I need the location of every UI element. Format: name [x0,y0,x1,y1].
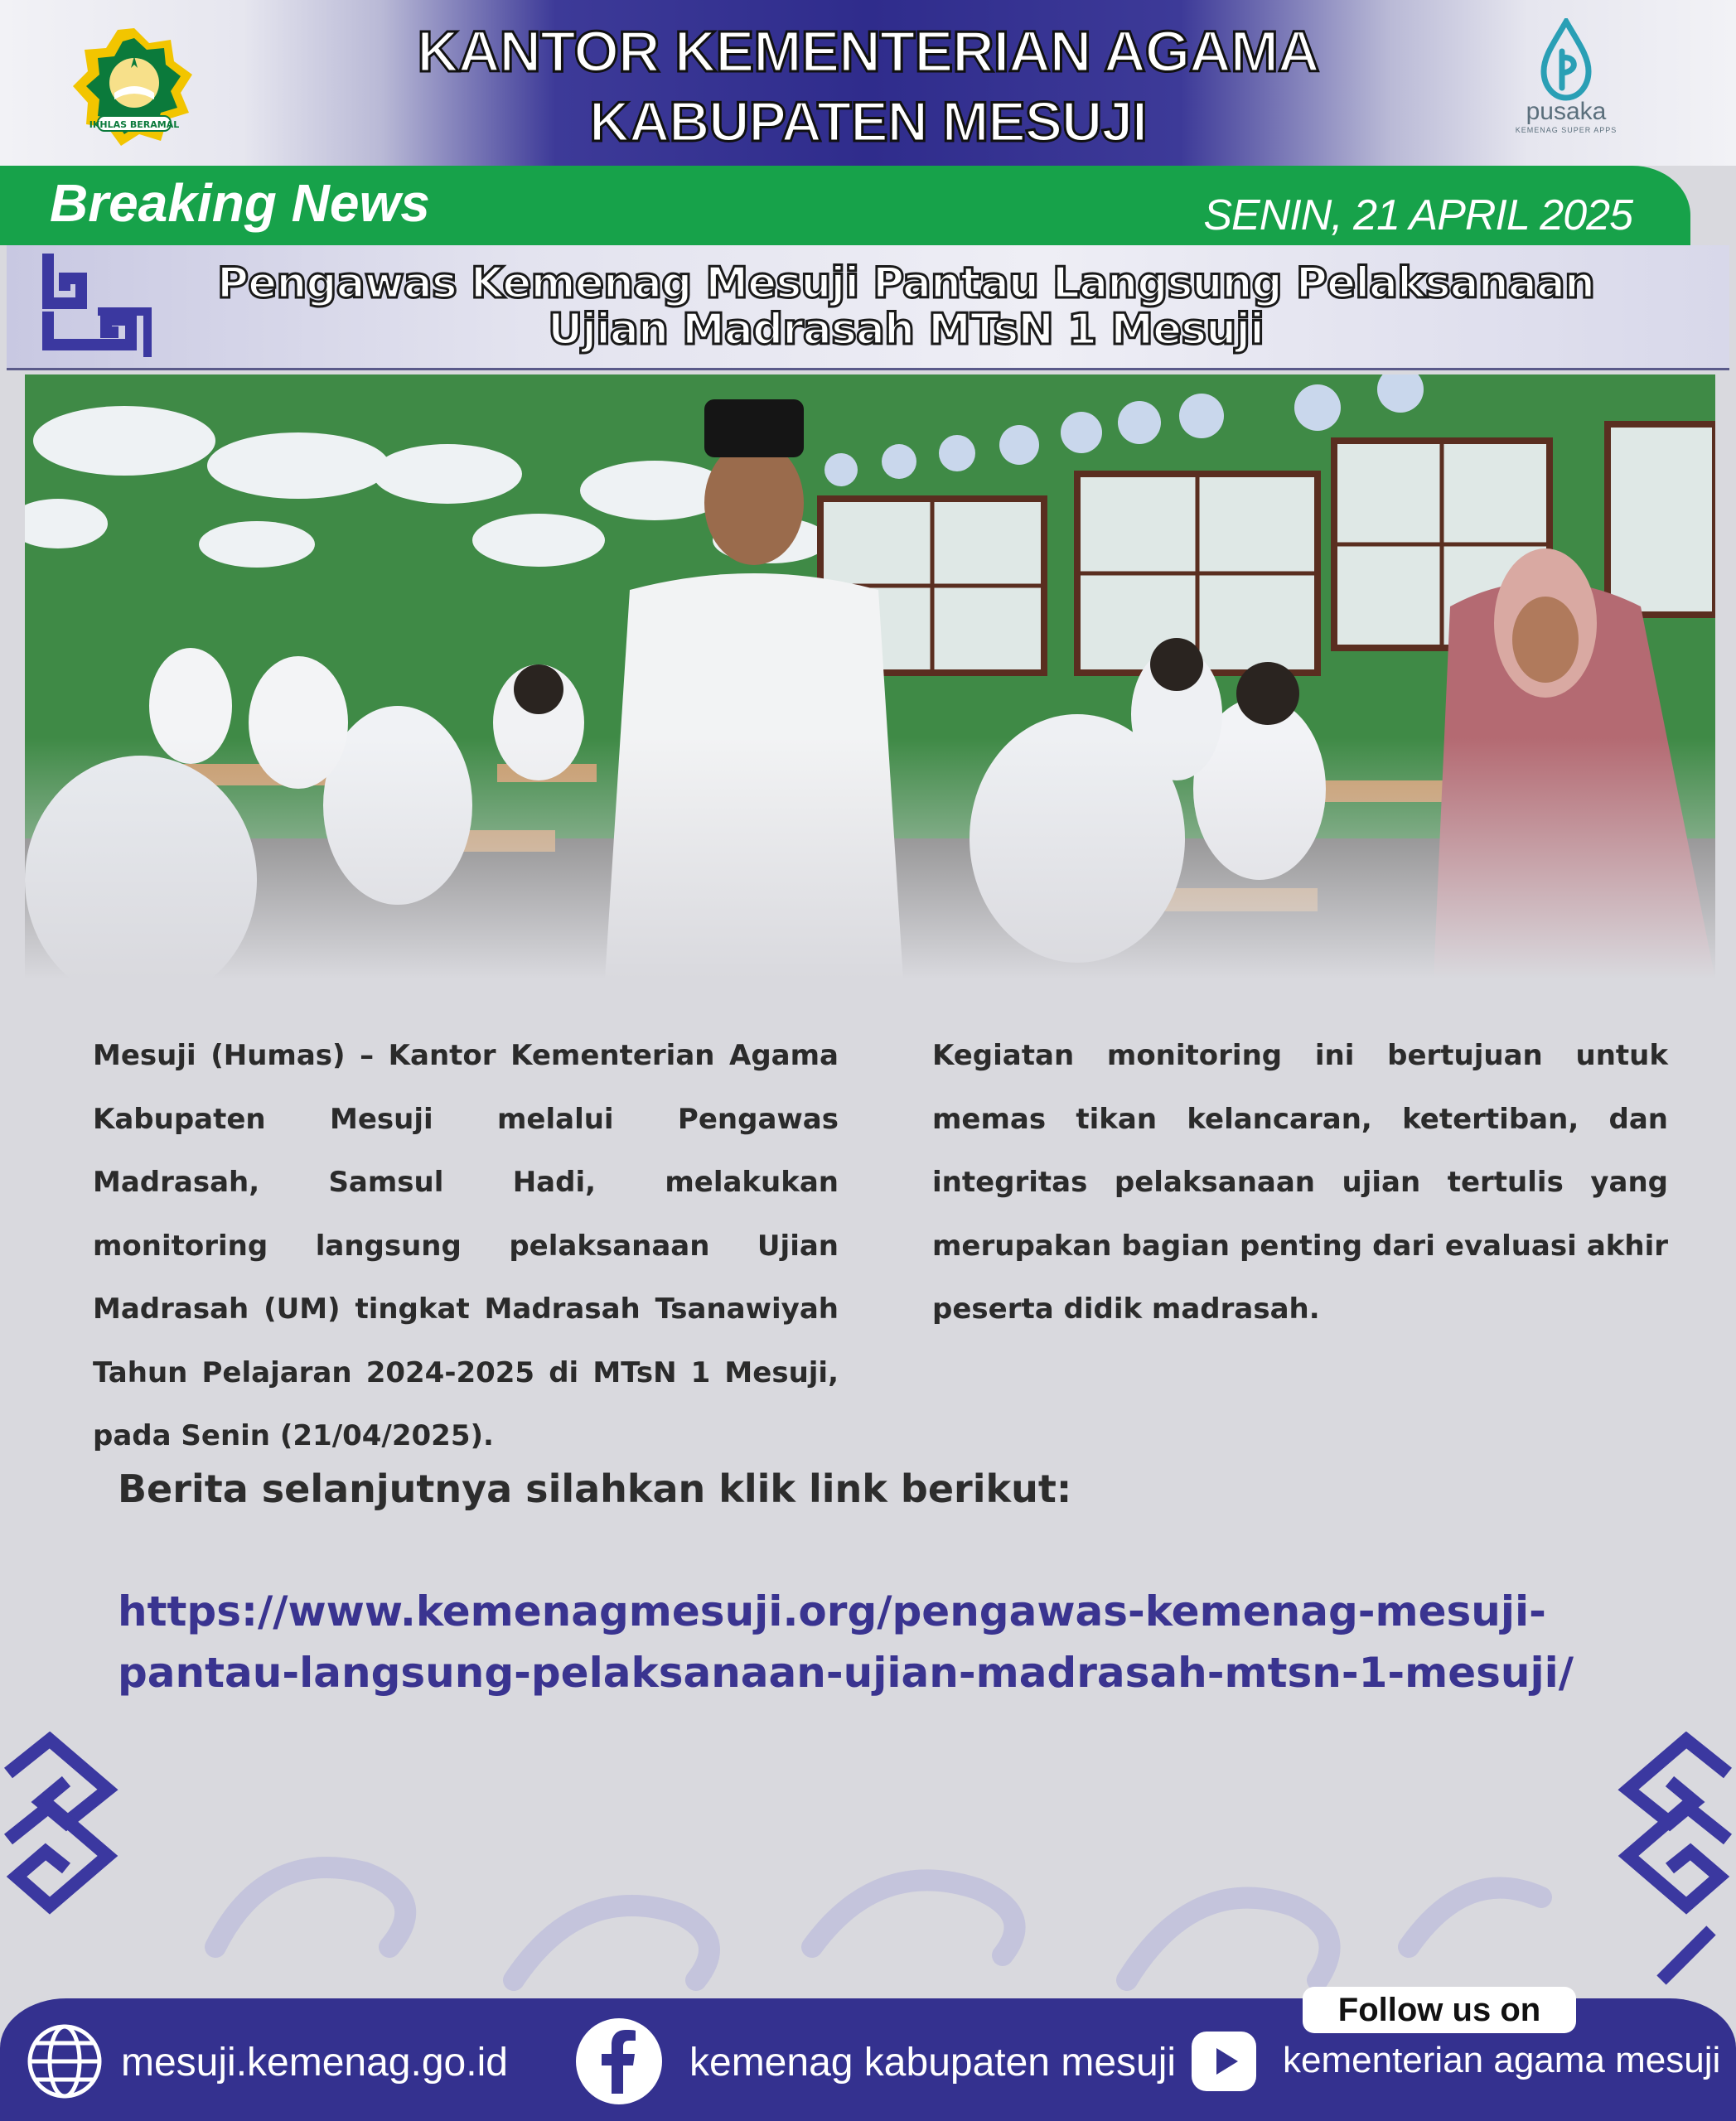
article-link-line1[interactable]: https://www.kemenagmesuji.org/pengawas-kemenag-mesuji- [118,1587,1546,1635]
headline-line2: Ujian Madrasah MTsN 1 Mesuji [548,305,1264,355]
tapis-motif-icon [31,254,156,357]
news-date: SENIN, 21 APRIL 2025 [1203,191,1632,239]
pusaka-logo [1512,18,1620,143]
article-link-line2[interactable]: pantau-langsung-pelaksanaan-ujian-madrasah-mtsn-1-mesuji/ [118,1649,1574,1697]
pusaka-tagline: KEMENAG SUPER APPS [1515,126,1618,134]
pusaka-name: pusaka [1526,98,1607,125]
header-title-line2: KABUPATEN MESUJI [589,90,1147,153]
facebook-icon[interactable] [575,2017,663,2105]
pusaka-drop-icon [1537,18,1595,101]
follow-us-label: Follow us on [1303,1987,1576,2033]
headline-line1: Pengawas Kemenag Mesuji Pantau Langsung Pelaksanaan [217,258,1594,308]
breaking-news-bar [0,166,1690,245]
globe-icon [25,2022,104,2101]
headline-bar [7,245,1729,370]
article-right-column: Kegiatan monitoring ini bertujuan untuk memas tikan kelancaran, ketertiban, dan integritas pelaksanaan ujian tertulis yang merupakan bagian penting dari evaluasi akhir peserta didik madrasah. [932,1039,1668,1326]
news-photo [25,374,1715,979]
header [0,0,1736,166]
breaking-news-label: Breaking News [50,173,430,233]
youtube-link[interactable]: kementerian agama mesuji [1283,2040,1721,2080]
headline [139,260,1672,353]
read-more-text: Berita selanjutnya silahkan klik link berikut: [118,1466,1072,1511]
header-title-line1: KANTOR KEMENTERIAN AGAMA [417,19,1319,84]
background-ornament [0,1732,1736,1997]
svg-text:IKHLAS BERAMAL: IKHLAS BERAMAL [89,119,180,130]
facebook-link[interactable]: kemenag kabupaten mesuji [689,2041,1177,2085]
article-left-column: Mesuji (Humas) – Kantor Kementerian Agama Kabupaten Mesuji melalui Pengawas Madrasah, Samsul Hadi, melakukan monitoring langsung pelaksanaan Ujian Madrasah (UM) tingkat Madrasah Tsanawiyah Tahun Pelajaran 2024-2025 di MTsN 1 Mesuji, pada Senin (21/04/2025). [93,1039,839,1452]
youtube-icon[interactable] [1190,2028,1258,2094]
website-link[interactable]: mesuji.kemenag.go.id [121,2041,508,2085]
article-link[interactable] [118,1581,1709,1703]
